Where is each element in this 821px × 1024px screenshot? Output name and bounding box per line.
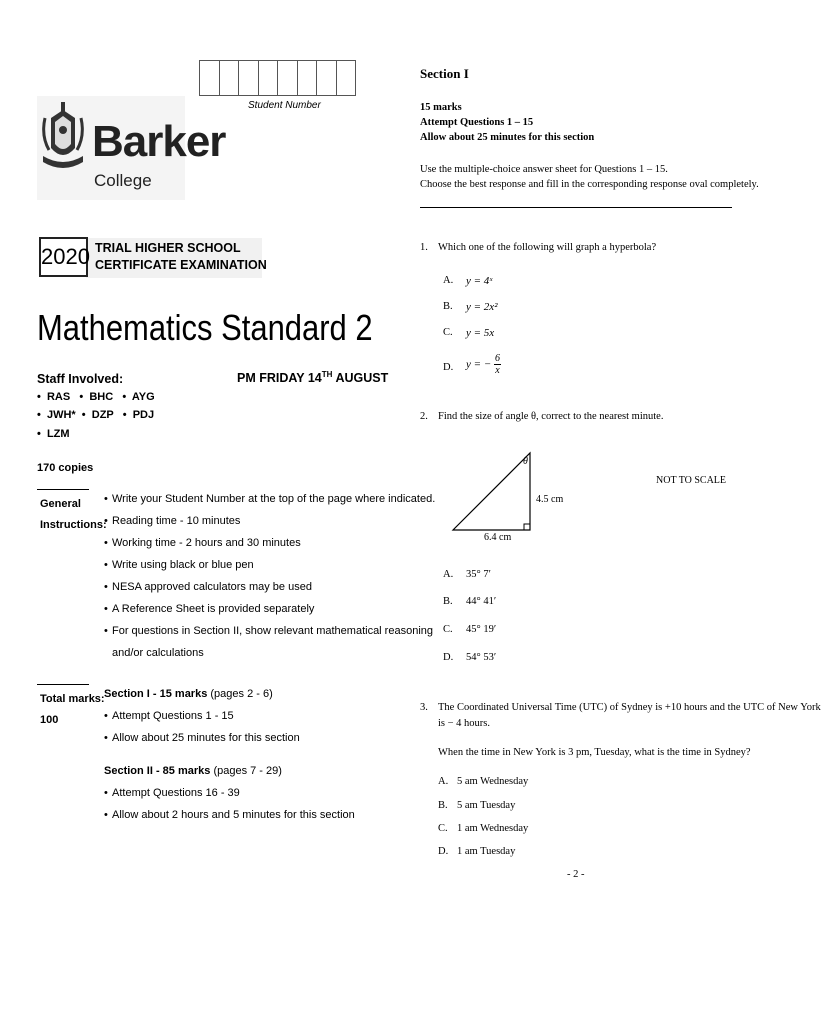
student-number-box[interactable]: [239, 61, 259, 95]
exam-date-prefix: PM FRIDAY 14: [237, 371, 322, 386]
staff-row: • LZM: [37, 428, 70, 440]
page-number: - 2 -: [567, 869, 585, 880]
student-number-box[interactable]: [200, 61, 220, 95]
option-text[interactable]: y = 5x: [466, 327, 495, 339]
logo-subtitle: College: [94, 171, 152, 190]
list-item: • Attempt Questions 1 - 15: [104, 705, 300, 727]
option-letter[interactable]: A.: [438, 776, 449, 787]
student-number-box[interactable]: [278, 61, 298, 95]
general-instructions-list: [104, 488, 435, 664]
copies-count: 170 copies: [37, 462, 94, 474]
exam-title: [95, 240, 267, 274]
option-letter[interactable]: D.: [443, 652, 454, 663]
exam-title-line2: CERTIFICATE EXAMINATION: [95, 258, 267, 272]
section1-heading: [104, 683, 300, 705]
side-label-vertical: 4.5 cm: [536, 494, 564, 505]
option-text[interactable]: y = 2x²: [466, 301, 498, 313]
student-number-box[interactable]: [337, 61, 356, 95]
list-item: • Allow about 2 hours and 5 minutes for this section: [104, 804, 355, 826]
option-text[interactable]: 5 am Wednesday: [457, 776, 529, 787]
option-letter[interactable]: D.: [438, 846, 449, 857]
side-label-horizontal: 6.4 cm: [484, 532, 512, 543]
option-text[interactable]: 1 am Wednesday: [457, 823, 529, 834]
list-item: • NESA approved calculators may be used: [104, 576, 435, 598]
general-instructions-label: [40, 494, 110, 536]
question-number: 1.: [420, 242, 428, 253]
fraction: [494, 353, 501, 376]
section-instruction: Choose the best response and fill in the corresponding response oval completely.: [420, 179, 759, 190]
list-item: • For questions in Section II, show relevant mathematical reasoning: [104, 620, 435, 642]
option-text[interactable]: 1 am Tuesday: [457, 846, 516, 857]
section-allow: Allow about 25 minutes for this section: [420, 132, 595, 143]
list-item-continuation: and/or calculations: [112, 647, 204, 659]
angle-label: θ: [523, 456, 528, 467]
general-label-line2: Instructions:: [40, 519, 107, 531]
list-item: • Working time - 2 hours and 30 minutes: [104, 532, 435, 554]
option-letter[interactable]: C.: [443, 327, 453, 338]
list-item: • Reading time - 10 minutes: [104, 510, 435, 532]
section-instruction: Use the multiple-choice answer sheet for Questions 1 – 15.: [420, 164, 668, 175]
divider: [37, 489, 89, 490]
section-marks: 15 marks: [420, 102, 462, 113]
logo-wordmark: Barker: [92, 117, 226, 166]
question-text: Which one of the following will graph a hyperbola?: [438, 242, 657, 253]
student-number-box[interactable]: [317, 61, 337, 95]
staff-label: Staff Involved:: [37, 372, 124, 386]
total-marks-label: [40, 689, 105, 731]
staff-row: • JWH* • DZP • PDJ: [37, 409, 155, 421]
section2-title: Section II - 85 marks: [104, 765, 211, 777]
section1-summary: [104, 683, 300, 749]
list-item: • Allow about 25 minutes for this section: [104, 727, 300, 749]
student-number-box[interactable]: [259, 61, 279, 95]
option-text[interactable]: 54° 53′: [466, 652, 497, 663]
option-text[interactable]: 5 am Tuesday: [457, 800, 516, 811]
question-text: The Coordinated Universal Time (UTC) of Sydney is +10 hours and the UTC of New York: [438, 702, 821, 713]
exam-date: [237, 370, 388, 385]
total-label: Total marks:: [40, 693, 105, 705]
option-letter[interactable]: A.: [443, 569, 454, 580]
section1-title: Section I - 15 marks: [104, 688, 208, 700]
option-text[interactable]: 44° 41′: [466, 596, 497, 607]
fraction-denominator: x: [495, 365, 500, 376]
list-item: • Attempt Questions 16 - 39: [104, 782, 355, 804]
subject-title: Mathematics Standard 2: [37, 307, 373, 348]
section1-pages: (pages 2 - 6): [207, 688, 273, 700]
option-letter[interactable]: D.: [443, 362, 454, 373]
student-number-label: Student Number: [248, 100, 321, 111]
option-letter[interactable]: B.: [443, 596, 453, 607]
option-letter[interactable]: B.: [438, 800, 448, 811]
question-text: Find the size of angle θ, correct to the nearest minute.: [438, 411, 664, 422]
not-to-scale-note: NOT TO SCALE: [656, 475, 727, 486]
section2-summary: [104, 760, 355, 826]
option-text[interactable]: 45° 19′: [466, 624, 497, 635]
list-item: • Write using black or blue pen: [104, 554, 435, 576]
exam-title-line1: TRIAL HIGHER SCHOOL: [95, 241, 241, 255]
exam-date-sup: TH: [321, 370, 333, 379]
general-label-line1: General: [40, 498, 81, 510]
option-letter[interactable]: B.: [443, 301, 453, 312]
divider: [420, 207, 732, 208]
option-letter[interactable]: C.: [443, 624, 453, 635]
section-attempt: Attempt Questions 1 – 15: [420, 117, 534, 128]
section2-pages: (pages 7 - 29): [210, 765, 282, 777]
option-text[interactable]: y = 4ˣ: [466, 275, 493, 287]
divider: [37, 684, 89, 685]
exam-date-suffix: AUGUST: [332, 371, 389, 386]
question-number: 2.: [420, 411, 428, 422]
section-meta: [420, 100, 594, 145]
staff-row: • RAS • BHC • AYG: [37, 391, 155, 403]
student-number-box[interactable]: [298, 61, 318, 95]
section2-heading: [104, 760, 355, 782]
question-number: 3.: [420, 702, 428, 713]
option-letter[interactable]: A.: [443, 275, 454, 286]
option-text[interactable]: 35° 7′: [466, 569, 491, 580]
question-prompt: When the time in New York is 3 pm, Tuesday, what is the time in Sydney?: [438, 747, 751, 758]
student-number-boxes[interactable]: [199, 60, 356, 96]
option-lhs: y = −: [466, 358, 492, 371]
fraction-numerator: 6: [494, 353, 500, 364]
student-number-box[interactable]: [220, 61, 240, 95]
list-item: • Write your Student Number at the top of the page where indicated.: [104, 488, 435, 510]
section-title: Section I: [420, 66, 469, 81]
option-text[interactable]: [466, 353, 501, 376]
section-instructions: [420, 162, 759, 192]
list-item: • A Reference Sheet is provided separately: [104, 598, 435, 620]
total-value: 100: [40, 714, 59, 726]
option-letter[interactable]: C.: [438, 823, 448, 834]
question-text: is − 4 hours.: [438, 718, 491, 729]
exam-year: 2020: [39, 237, 88, 277]
